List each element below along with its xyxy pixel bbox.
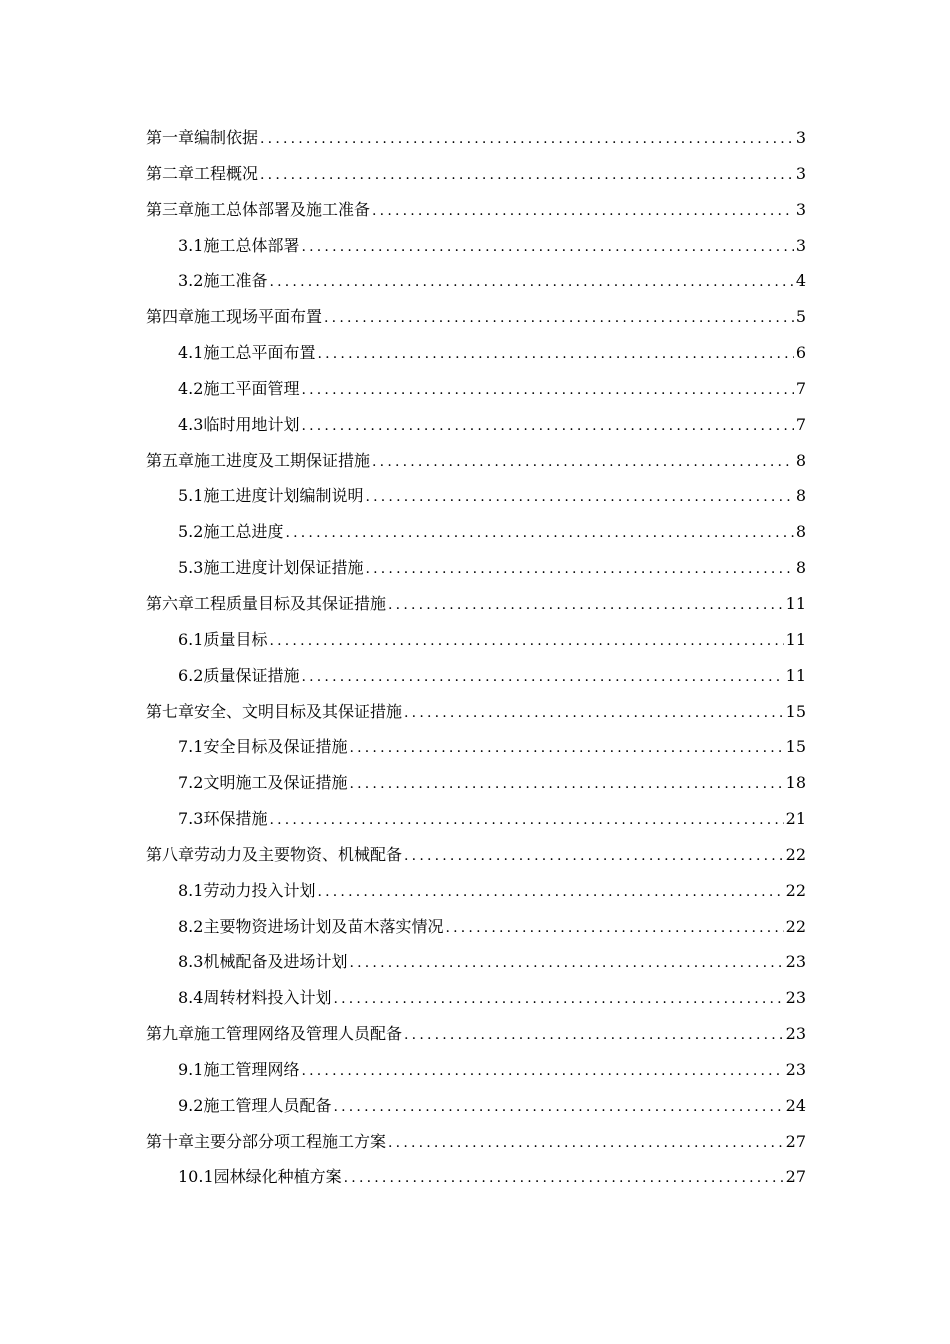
toc-page-number: 27: [785, 1167, 806, 1187]
toc-number: 5.3: [178, 558, 204, 578]
toc-number: 9.1: [178, 1059, 204, 1079]
toc-dot-leader: [445, 911, 783, 947]
toc-page-number: 23: [785, 1024, 806, 1044]
toc-title: 劳动力及主要物资、机械配备: [194, 844, 403, 864]
toc-dot-leader: [301, 409, 793, 445]
toc-number: 3.1: [178, 235, 204, 255]
toc-title: 周转材料投入计划: [203, 988, 332, 1008]
toc-entry[interactable]: [146, 1052, 806, 1088]
toc-entry[interactable]: [146, 263, 806, 299]
toc-title: 质量目标: [203, 629, 268, 649]
toc-page-number: 11: [785, 665, 806, 685]
toc-entry[interactable]: [146, 944, 806, 980]
toc-entry[interactable]: [146, 478, 806, 514]
toc-entry[interactable]: [146, 980, 806, 1016]
toc-entry[interactable]: [146, 192, 806, 228]
toc-entry[interactable]: [146, 228, 806, 264]
toc-page-number: 3: [795, 199, 806, 219]
toc-page-number: 22: [785, 916, 806, 936]
toc-dot-leader: [349, 946, 783, 982]
toc-entry[interactable]: [146, 156, 806, 192]
toc-entry[interactable]: [146, 1124, 806, 1160]
toc-entry[interactable]: [146, 765, 806, 801]
toc-title: 施工平面管理: [203, 378, 300, 398]
toc-dot-leader: [349, 767, 783, 803]
toc-dot-leader: [324, 301, 794, 337]
toc-number: 7.2: [178, 773, 204, 793]
toc-number: 第九章: [146, 1024, 195, 1044]
toc-number: 8.1: [178, 880, 204, 900]
toc-entry[interactable]: [146, 1088, 806, 1124]
toc-page-number: 24: [785, 1095, 806, 1115]
toc-page-number: 4: [795, 271, 806, 291]
toc-dot-leader: [269, 624, 783, 660]
toc-page-number: 15: [785, 737, 806, 757]
toc-page-number: 5: [795, 307, 806, 327]
toc-number: 4.3: [178, 414, 204, 434]
toc-dot-leader: [269, 803, 783, 839]
toc-number: 第三章: [146, 199, 195, 219]
toc-title: 工程概况: [194, 163, 259, 183]
toc-entry[interactable]: [146, 801, 806, 837]
toc-dot-leader: [404, 1018, 784, 1054]
toc-dot-leader: [333, 982, 783, 1018]
toc-page-number: 7: [795, 378, 806, 398]
toc-title: 安全、文明目标及其保证措施: [194, 701, 403, 721]
toc-number: 8.3: [178, 952, 204, 972]
toc-title: 园林绿化种植方案: [213, 1167, 342, 1187]
toc-entry[interactable]: [146, 729, 806, 765]
toc-number: 第八章: [146, 844, 195, 864]
toc-number: 8.2: [178, 916, 204, 936]
toc-number: 第六章: [146, 593, 195, 613]
toc-dot-leader: [404, 839, 784, 875]
toc-number: 第四章: [146, 307, 195, 327]
toc-page-number: 23: [785, 1059, 806, 1079]
toc-page-number: 11: [785, 629, 806, 649]
toc-entry[interactable]: [146, 407, 806, 443]
toc-dot-leader: [333, 1090, 783, 1126]
toc-dot-leader: [269, 265, 793, 301]
toc-page-number: 3: [795, 128, 806, 147]
toc-title: 劳动力投入计划: [203, 880, 316, 900]
toc-title: 文明施工及保证措施: [203, 773, 348, 793]
toc-dot-leader: [301, 373, 793, 409]
toc-dot-leader: [260, 158, 794, 194]
toc-page-number: 8: [795, 558, 806, 578]
toc-entry[interactable]: [146, 694, 806, 730]
toc-title: 施工总体部署: [203, 235, 300, 255]
toc-page-number: 15: [785, 701, 806, 721]
toc-title: 施工进度及工期保证措施: [194, 450, 371, 470]
toc-page-number: 7: [795, 414, 806, 434]
toc-title: 施工进度计划保证措施: [203, 558, 364, 578]
toc-number: 6.2: [178, 665, 204, 685]
toc-entry[interactable]: [146, 335, 806, 371]
toc-dot-leader: [301, 660, 783, 696]
toc-number: 第二章: [146, 163, 195, 183]
toc-title: 施工现场平面布置: [194, 307, 323, 327]
toc-number: 8.4: [178, 988, 204, 1008]
toc-entry[interactable]: [146, 909, 806, 945]
toc-entry[interactable]: [146, 299, 806, 335]
toc-number: 第五章: [146, 450, 195, 470]
toc-entry[interactable]: [146, 120, 806, 156]
toc-title: 主要物资进场计划及苗木落实情况: [203, 916, 444, 936]
toc-number: 第七章: [146, 701, 195, 721]
toc-page-number: 8: [795, 522, 806, 542]
toc-title: 主要分部分项工程施工方案: [194, 1131, 387, 1151]
toc-title: 施工管理网络及管理人员配备: [194, 1024, 403, 1044]
toc-number: 9.2: [178, 1095, 204, 1115]
toc-dot-leader: [301, 1054, 783, 1090]
toc-number: 6.1: [178, 629, 204, 649]
toc-dot-leader: [285, 516, 793, 552]
toc-page-number: 22: [785, 844, 806, 864]
toc-entry[interactable]: [146, 586, 806, 622]
toc-entry[interactable]: [146, 443, 806, 479]
toc-page-number: 23: [785, 988, 806, 1008]
toc-dot-leader: [388, 588, 784, 624]
toc-title: 工程质量目标及其保证措施: [194, 593, 387, 613]
toc-title: 施工总进度: [203, 522, 284, 542]
toc-page-number: 27: [785, 1131, 806, 1151]
toc-entry[interactable]: [146, 873, 806, 909]
toc-number: 7.3: [178, 809, 204, 829]
toc-entry[interactable]: [146, 550, 806, 586]
toc-dot-leader: [372, 445, 794, 481]
toc-number: 5.1: [178, 486, 204, 506]
toc-dot-leader: [317, 875, 783, 911]
toc-dot-leader: [404, 696, 784, 732]
toc-entry[interactable]: [146, 622, 806, 658]
toc-title: 施工准备: [203, 271, 268, 291]
toc-entry[interactable]: [146, 1016, 806, 1052]
toc-number: 5.2: [178, 522, 204, 542]
toc-dot-leader: [301, 230, 793, 266]
toc-number: 10.1: [178, 1167, 214, 1187]
toc-page-number: 21: [785, 809, 806, 829]
toc-dot-leader: [349, 731, 783, 767]
toc-dot-leader: [344, 1161, 784, 1197]
toc-title: 环保措施: [203, 809, 268, 829]
toc-title: 机械配备及进场计划: [203, 952, 348, 972]
toc-title: 安全目标及保证措施: [203, 737, 348, 757]
toc-number: 7.1: [178, 737, 204, 757]
toc-title: 施工管理人员配备: [203, 1095, 332, 1115]
toc-dot-leader: [388, 1126, 784, 1162]
toc-number: 4.1: [178, 343, 204, 363]
toc-title: 质量保证措施: [203, 665, 300, 685]
table-of-contents: [146, 120, 806, 1195]
toc-entry[interactable]: [146, 1159, 806, 1195]
toc-number: 第十章: [146, 1131, 195, 1151]
toc-title: 施工进度计划编制说明: [203, 486, 364, 506]
toc-title: 施工总平面布置: [203, 343, 316, 363]
toc-page-number: 3: [795, 163, 806, 183]
toc-number: 第一章: [146, 128, 195, 147]
toc-title: 临时用地计划: [203, 414, 300, 434]
toc-dot-leader: [365, 480, 793, 516]
toc-dot-leader: [365, 552, 793, 588]
toc-page-number: 23: [785, 952, 806, 972]
toc-page-number: 3: [795, 235, 806, 255]
toc-title: 编制依据: [194, 128, 259, 147]
toc-entry[interactable]: [146, 658, 806, 694]
toc-page-number: 8: [795, 486, 806, 506]
toc-number: 3.2: [178, 271, 204, 291]
toc-dot-leader: [317, 337, 793, 373]
toc-page-number: 22: [785, 880, 806, 900]
toc-number: 4.2: [178, 378, 204, 398]
toc-entry[interactable]: [146, 371, 806, 407]
toc-entry[interactable]: [146, 837, 806, 873]
toc-dot-leader: [372, 194, 794, 230]
toc-title: 施工总体部署及施工准备: [194, 199, 371, 219]
toc-page-number: 8: [795, 450, 806, 470]
toc-dot-leader: [260, 122, 794, 158]
toc-page-number: 11: [785, 593, 806, 613]
toc-entry[interactable]: [146, 514, 806, 550]
toc-page-number: 6: [795, 343, 806, 363]
toc-page-number: 18: [785, 773, 806, 793]
toc-title: 施工管理网络: [203, 1059, 300, 1079]
